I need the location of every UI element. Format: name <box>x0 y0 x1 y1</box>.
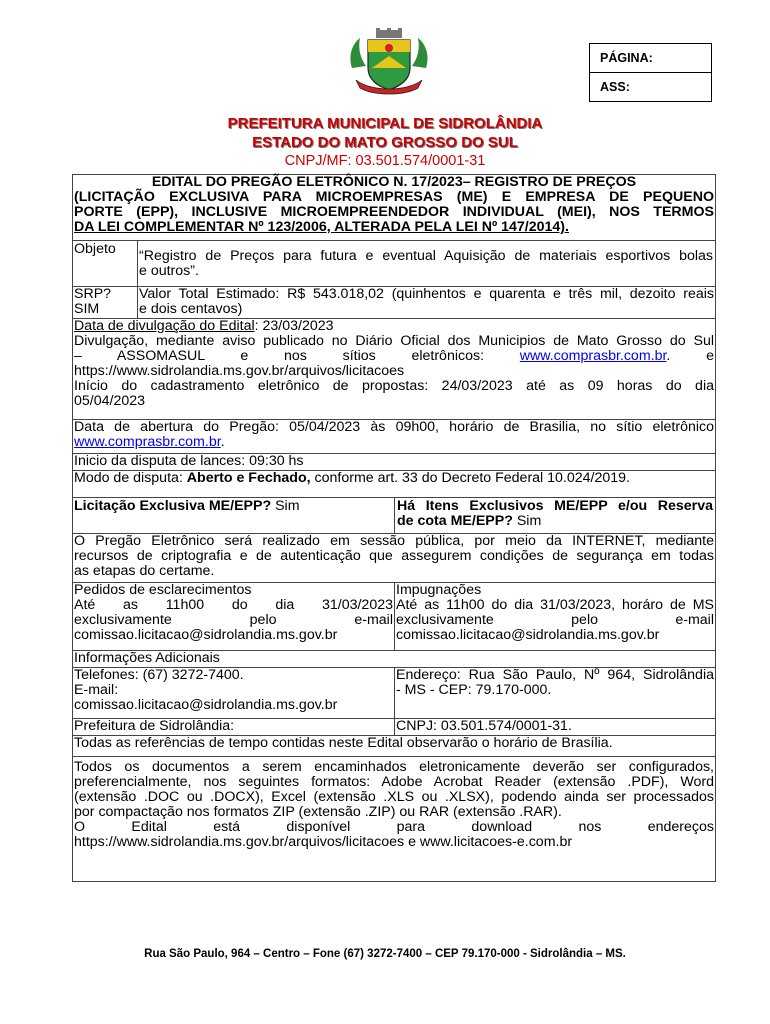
endereco: Endereço: Rua São Paulo, Nº 964, Sidrolândia - MS - CEP: 79.170-000. <box>396 667 714 698</box>
itens-exclusivos: Há Itens Exclusivos ME/EPP e/ou Reserva de cota ME/EPP? Sim <box>397 498 713 529</box>
prefeitura-cnpj: CNPJ: 03.501.574/0001-31. <box>396 718 572 734</box>
edital-title-line: PORTE (EPP), INCLUSIVE MICROEMPREENDEDOR INDIVIDUAL (MEI), NOS TERMOS <box>74 204 714 220</box>
divulgacao-label: Data de divulgação do Edital <box>74 318 255 334</box>
srp-row <box>73 287 715 319</box>
abertura-block: Data de abertura do Pregão: 05/04/2023 às 09h00, horário de Brasilia, no sítio eletrônico www.comprasbr.com.br. <box>73 420 715 454</box>
divulgacao-line: Divulgação, mediante aviso publicado no Diário Oficial dos Municipios de Mato Grosso do Sul <box>74 333 714 349</box>
prefeitura-row <box>73 719 715 736</box>
pedidos-esclarecimentos: Pedidos de esclarecimentos Até as 11h00 do dia 31/03/2023 exclusivamente pelo e-mail comissao.licitacao@sidrolandia.ms.gov.br <box>73 583 395 650</box>
contato: Telefones: (67) 3272-7400. E-mail: comissao.licitacao@sidrolandia.ms.gov.br <box>73 668 395 718</box>
state-title: ESTADO DO MATO GROSSO DO SUL <box>252 134 518 151</box>
cnpj-header: CNPJ/MF: 03.501.574/0001-31 <box>284 153 486 169</box>
edital-document-table <box>72 174 716 882</box>
page-label: PÁGINA: <box>600 51 653 65</box>
pregao-description: O Pregão Eletrônico será realizado em sessão pública, por meio da INTERNET, mediante recursos de criptografia e de autenticação que assegurem condições de segurança em todas as etapas do certame. <box>73 534 715 583</box>
edital-title-line: (LICITAÇÃO EXCLUSIVA PARA MICROEMPRESAS (ME) E EMPRESA DE PEQUENO <box>74 189 714 205</box>
srp-label: SRP? SIM <box>73 287 138 318</box>
prefeitura-title: PREFEITURA MUNICIPAL DE SIDROLÂNDIA <box>227 115 543 132</box>
cadastramento-date: 05/04/2023 <box>74 393 146 409</box>
page-footer-address: Rua São Paulo, 964 – Centro – Fone (67) 3272-7400 – CEP 79.170-000 - Sidrolândia – MS. <box>144 948 626 960</box>
abertura-line: Data de abertura do Pregão: 05/04/2023 às 09h00, horário de Brasilia, no sítio eletrônico <box>74 419 714 435</box>
valor-estimado: Valor Total Estimado: R$ 543.018,02 (quinhentos e quarenta e três mil, dezoito reais e dois centavos) <box>139 286 714 317</box>
modo-disputa: Modo de disputa: Aberto e Fechado, conforme art. 33 do Decreto Federal 10.024/2019. <box>73 471 715 498</box>
referencias-tempo: Todas as referências de tempo contidas neste Edital observarão o horário de Brasília. <box>73 736 715 757</box>
edital-title-block <box>73 175 715 241</box>
divulgacao-block: Data de divulgação do Edital: 23/03/2023 Divulgação, mediante aviso publicado no Diário Oficial dos Municipios de Mato Grosso do Sul – ASSOMASUL e nos sítios eletrônicos: www.comprasbr.com.br. e https://www.sidrolandia.ms.gov.br/arquivos/licitacoes Início do cadastramento eletrônico de propostas: 24/03/2023 até as 09 horas do dia 05/04/2023 <box>73 319 715 420</box>
licitacao-exclusiva: Licitação Exclusiva ME/EPP? Sim <box>73 498 395 533</box>
esclarecimentos-row <box>73 583 715 651</box>
signature-label: ASS: <box>590 72 711 100</box>
comprasbr-link[interactable]: www.comprasbr.com.br <box>519 348 667 364</box>
prefeitura-label: Prefeitura de Sidrolândia: <box>73 719 395 735</box>
inicio-disputa: Inicio da disputa de lances: 09:30 hs <box>73 454 715 471</box>
page-signature-box <box>589 43 712 102</box>
contato-row <box>73 668 715 719</box>
sidrolandia-url: https://www.sidrolandia.ms.gov.br/arquivos/licitacoes <box>74 363 405 379</box>
documentos-block: Todos os documentos a serem encaminhados eletronicamente deverão ser configurados, preferencialmente, nos seguintes formatos: Adobe Acrobat Reader (extensão .PDF), Word (extensão .DOC ou .DOCX), Excel (extensão .XLS ou .XLSX), podendo ainda ser processados por compactação nos formatos ZIP (extensão .ZIP) ou RAR (extensão .RAR). O Edital está disponível para download nos endereços https://www.sidrolandia.ms.gov.br/arquivos/licitacoes e www.licitacoes-e.com.br <box>74 759 714 850</box>
edital-title-line: DA LEI COMPLEMENTAR Nº 123/2006, ALTERADA PELA LEI Nº 147/2014). <box>74 219 569 235</box>
edital-title-line: EDITAL DO PREGÃO ELETRÔNICO N. 17/2023– REGISTRO DE PREÇOS <box>151 174 637 190</box>
cadastramento-line: Início do cadastramento eletrônico de propostas: 24/03/2023 até as 09 horas do dia <box>74 378 714 394</box>
informacoes-adicionais: Informações Adicionais <box>73 651 715 668</box>
municipal-coat-of-arms-logo <box>346 28 432 98</box>
objeto-text: “Registro de Preços para futura e eventual Aquisição de materiais esportivos bolas e outros”. <box>139 248 713 279</box>
impugnacoes: Impugnações Até as 11h00 do dia 31/03/2023, horáro de MS exclusivamente pelo e-mail comissao.licitacao@sidrolandia.ms.gov.br <box>396 582 714 643</box>
divulgacao-date: : 23/03/2023 <box>254 318 334 334</box>
exclusiva-row <box>73 498 715 534</box>
objeto-row <box>73 241 715 287</box>
objeto-label: Objeto <box>73 241 138 286</box>
comprasbr-link-2[interactable]: www.comprasbr.com.br <box>74 434 221 450</box>
